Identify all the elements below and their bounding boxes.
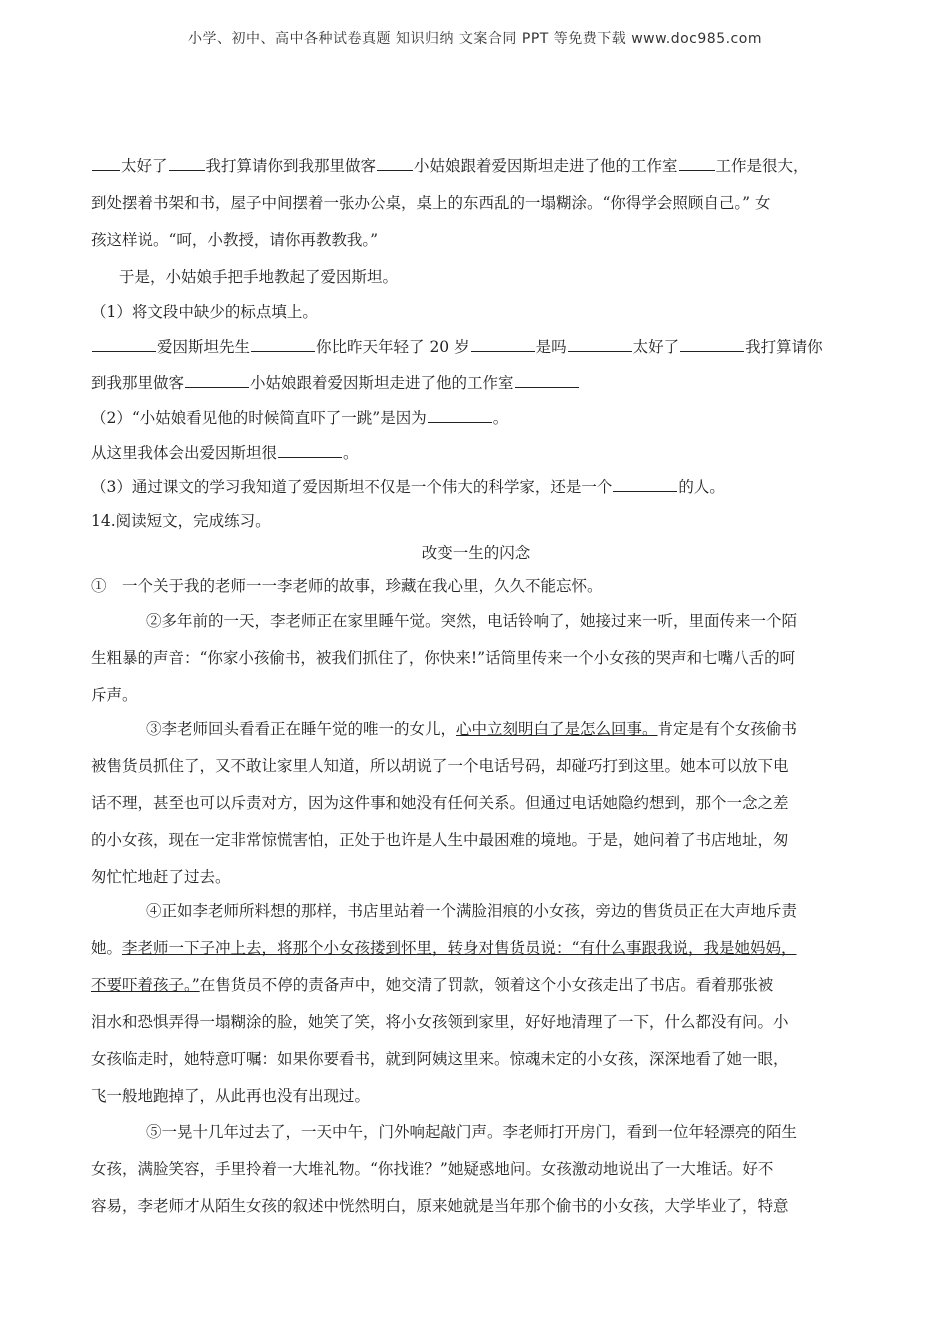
article-title: 改变一生的闪念 xyxy=(421,544,531,562)
paragraph-5-line: ⑤一晃十几年过去了，一天中午，门外响起敲门声。李老师打开房门，看到一位年轻漂亮的陌生 xyxy=(146,1123,798,1141)
answer-blank[interactable] xyxy=(679,155,715,172)
question-2: （2）“小姑娘看见他的时候简直吓了一跳”是因为 。 xyxy=(91,406,508,428)
answer-blank[interactable] xyxy=(92,336,156,353)
answer-blank[interactable] xyxy=(471,336,535,353)
answer-blank[interactable] xyxy=(428,407,492,424)
question-1-line-1: 爱因斯坦先生 你比昨天年轻了 20 岁 是吗 太好了 我打算请你 xyxy=(91,335,823,357)
answer-blank[interactable] xyxy=(185,372,249,389)
paragraph-3-line: ③李老师回头看看正在睡午觉的唯一的女儿，心中立刻明白了是怎么回事。肯定是有个女孩偷书 xyxy=(146,720,798,738)
passage-line-2: 到处摆着书架和书，屋子中间摆着一张办公桌，桌上的东西乱的一塌糊涂。“你得学会照顾自己。” 女 xyxy=(91,194,771,212)
paragraph-3-line: 的小女孩，现在一定非常惊慌害怕，正处于也许是人生中最困难的境地。于是，她问着了书店地址，匆 xyxy=(91,831,789,849)
question-1: （1）将文段中缺少的标点填上。 xyxy=(91,303,318,321)
paragraph-3-line: 话不理，甚至也可以斥责对方，因为这件事和她没有任何关系。但通过电话她隐约想到，那个一念之差 xyxy=(91,794,789,812)
paragraph-3-line: 被售货员抓住了，又不敢让家里人知道，所以胡说了一个电话号码，却碰巧打到这里。她本可以放下电 xyxy=(91,757,789,775)
paragraph-2-line: ②多年前的一天，李老师正在家里睡午觉。突然，电话铃响了，她接过来一听，里面传来一个陌 xyxy=(146,612,798,630)
underlined-sentence: 心中立刻明白了是怎么回事。 xyxy=(456,720,658,738)
paragraph-2-line: 斥声。 xyxy=(91,686,138,704)
paragraph-4-line: 飞一般地跑掉了，从此再也没有出现过。 xyxy=(91,1087,371,1105)
question-3: （3）通过课文的学习我知道了爱因斯坦不仅是一个伟大的科学家，还是一个 的人。 xyxy=(91,475,725,497)
answer-blank[interactable] xyxy=(568,336,632,353)
answer-blank[interactable] xyxy=(377,155,413,172)
paragraph-4-line: 她。李老师一下子冲上去，将那个小女孩搂到怀里，转身对售货员说：“有什么事跟我说，我是她妈妈， xyxy=(91,939,797,957)
paragraph-4-line: ④正如李老师所料想的那样，书店里站着一个满脸泪痕的小女孩，旁边的售货员正在大声地斥责 xyxy=(146,902,798,920)
underlined-sentence: 不要吓着孩子。” xyxy=(91,976,200,994)
answer-blank[interactable] xyxy=(278,442,342,459)
answer-blank[interactable] xyxy=(515,372,579,389)
question-2-line-2: 从这里我体会出爱因斯坦很 。 xyxy=(91,441,359,463)
paragraph-4-line: 泪水和恐惧弄得一塌糊涂的脸，她笑了笑，将小女孩领到家里，好好地清理了一下，什么都没有问。小 xyxy=(91,1013,789,1031)
paragraph-1: ① 一个关于我的老师一一李老师的故事，珍藏在我心里，久久不能忘怀。 xyxy=(91,577,603,595)
page-header: 小学、初中、高中各种试卷真题 知识归纳 文案合同 PPT 等免费下载 www.doc985.com xyxy=(188,31,762,47)
paragraph-5-line: 容易，李老师才从陌生女孩的叙述中恍然明白，原来她就是当年那个偷书的小女孩，大学毕业了，特意 xyxy=(91,1197,789,1215)
paragraph-2-line: 生粗暴的声音：“你家小孩偷书，被我们抓住了，你快来!”话筒里传来一个小女孩的哭声和七嘴八舌的呵 xyxy=(91,649,796,667)
paragraph-4-line: 不要吓着孩子。”在售货员不停的责备声中，她交清了罚款，领着这个小女孩走出了书店。看着那张被 xyxy=(91,976,774,994)
answer-blank[interactable] xyxy=(169,155,205,172)
answer-blank[interactable] xyxy=(92,155,120,172)
underlined-sentence: 李老师一下子冲上去，将那个小女孩搂到怀里，转身对售货员说：“有什么事跟我说，我是她妈妈， xyxy=(122,939,797,957)
passage-line-1: 太好了 我打算请你到我那里做客 小姑娘跟着爱因斯坦走进了他的工作室 工作是很大， xyxy=(91,154,809,176)
paragraph-5-line: 女孩，满脸笑容，手里拎着一大堆礼物。“你找谁？”她疑惑地问。女孩激动地说出了一大堆话。好不 xyxy=(91,1160,774,1178)
question-14-prompt: 14.阅读短文，完成练习。 xyxy=(91,512,271,530)
answer-blank[interactable] xyxy=(613,476,677,493)
passage-line-3: 孩这样说。“呵，小教授，请你再教教我。” xyxy=(91,231,379,249)
passage-line-4: 于是，小姑娘手把手地教起了爱因斯坦。 xyxy=(119,268,399,286)
paragraph-3-line: 匆忙忙地赶了过去。 xyxy=(91,868,231,886)
answer-blank[interactable] xyxy=(680,336,744,353)
paragraph-4-line: 女孩临走时，她特意叮嘱：如果你要看书，就到阿姨这里来。惊魂未定的小女孩，深深地看了她一眼， xyxy=(91,1050,789,1068)
answer-blank[interactable] xyxy=(251,336,315,353)
question-1-line-2: 到我那里做客 小姑娘跟着爱因斯坦走进了他的工作室 xyxy=(91,371,580,393)
